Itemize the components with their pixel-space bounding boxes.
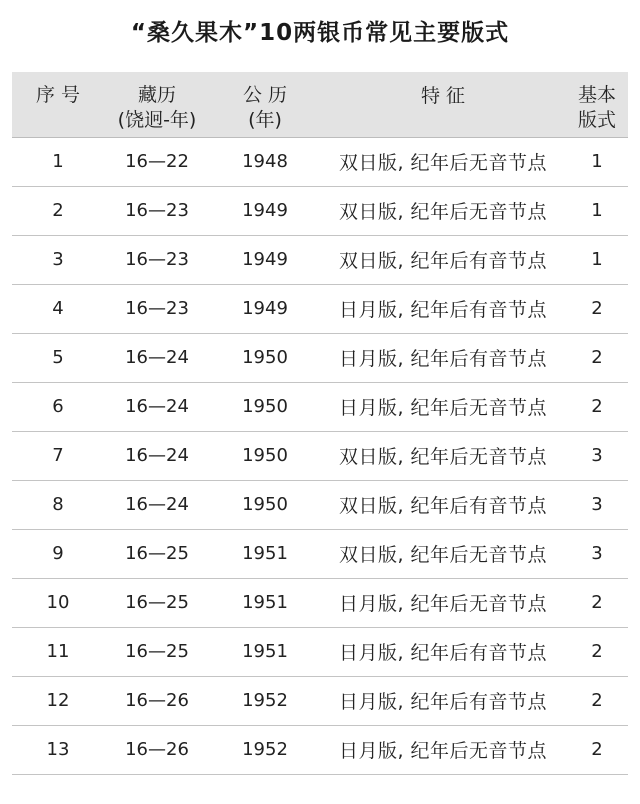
header-gregorian-year bbox=[210, 72, 320, 137]
cell-gregorian-year: 1950 bbox=[210, 480, 320, 529]
cell-basic-type: 1 bbox=[566, 186, 628, 235]
header-feature-line1: 特 征 bbox=[420, 85, 466, 107]
cell-gregorian-year: 1949 bbox=[210, 235, 320, 284]
header-tibetan-calendar-line1: 藏历 bbox=[137, 84, 176, 106]
cell-feature: 日月版, 纪年后有音节点 bbox=[320, 333, 566, 382]
cell-tibetan-year: 16—24 bbox=[104, 431, 210, 480]
cell-tibetan-year: 16—24 bbox=[104, 382, 210, 431]
cell-tibetan-year: 16—23 bbox=[104, 235, 210, 284]
cell-tibetan-year: 16—24 bbox=[104, 480, 210, 529]
cell-tibetan-year: 16—25 bbox=[104, 578, 210, 627]
cell-feature: 日月版, 纪年后无音节点 bbox=[320, 725, 566, 774]
cell-seq: 11 bbox=[12, 627, 104, 676]
cell-tibetan-year: 16—23 bbox=[104, 284, 210, 333]
cell-seq: 1 bbox=[12, 137, 104, 186]
table-row bbox=[12, 529, 628, 578]
header-basic-type-line1: 基本 bbox=[577, 84, 616, 106]
cell-seq: 10 bbox=[12, 578, 104, 627]
table-body bbox=[12, 137, 628, 774]
header-row bbox=[12, 72, 628, 137]
table-title: “桑久果木”10两银币常见主要版式 bbox=[130, 20, 510, 46]
header-tibetan-calendar bbox=[104, 72, 210, 137]
header-seq bbox=[12, 72, 104, 137]
header-seq-line1: 序 号 bbox=[35, 84, 81, 106]
cell-feature: 双日版, 纪年后无音节点 bbox=[320, 186, 566, 235]
table-row bbox=[12, 382, 628, 431]
cell-feature: 日月版, 纪年后有音节点 bbox=[320, 627, 566, 676]
table-row bbox=[12, 431, 628, 480]
cell-basic-type: 2 bbox=[566, 578, 628, 627]
cell-gregorian-year: 1952 bbox=[210, 676, 320, 725]
header-tibetan-calendar-line2: (饶迥-年) bbox=[117, 109, 197, 131]
table-row bbox=[12, 627, 628, 676]
cell-feature: 日月版, 纪年后无音节点 bbox=[320, 578, 566, 627]
cell-gregorian-year: 1951 bbox=[210, 529, 320, 578]
header-feature bbox=[320, 72, 566, 137]
cell-basic-type: 2 bbox=[566, 284, 628, 333]
table-row bbox=[12, 480, 628, 529]
cell-gregorian-year: 1950 bbox=[210, 431, 320, 480]
cell-feature: 日月版, 纪年后无音节点 bbox=[320, 382, 566, 431]
table-row bbox=[12, 578, 628, 627]
coin-variety-table bbox=[12, 72, 628, 775]
header-gregorian-year-line2: (年) bbox=[248, 109, 282, 131]
cell-seq: 4 bbox=[12, 284, 104, 333]
cell-seq: 3 bbox=[12, 235, 104, 284]
cell-seq: 9 bbox=[12, 529, 104, 578]
table-row bbox=[12, 725, 628, 774]
header-gregorian-year-line1: 公 历 bbox=[242, 84, 288, 106]
cell-feature: 日月版, 纪年后有音节点 bbox=[320, 284, 566, 333]
cell-basic-type: 2 bbox=[566, 725, 628, 774]
cell-basic-type: 2 bbox=[566, 676, 628, 725]
header-basic-type bbox=[566, 72, 628, 137]
table-row bbox=[12, 284, 628, 333]
cell-gregorian-year: 1949 bbox=[210, 186, 320, 235]
cell-tibetan-year: 16—22 bbox=[104, 137, 210, 186]
table-row bbox=[12, 235, 628, 284]
table-row bbox=[12, 333, 628, 382]
table-row bbox=[12, 186, 628, 235]
cell-gregorian-year: 1949 bbox=[210, 284, 320, 333]
cell-tibetan-year: 16—25 bbox=[104, 627, 210, 676]
cell-basic-type: 3 bbox=[566, 480, 628, 529]
cell-feature: 双日版, 纪年后有音节点 bbox=[320, 235, 566, 284]
cell-basic-type: 1 bbox=[566, 235, 628, 284]
cell-tibetan-year: 16—24 bbox=[104, 333, 210, 382]
cell-seq: 6 bbox=[12, 382, 104, 431]
cell-gregorian-year: 1951 bbox=[210, 578, 320, 627]
cell-gregorian-year: 1950 bbox=[210, 333, 320, 382]
cell-seq: 2 bbox=[12, 186, 104, 235]
cell-tibetan-year: 16—23 bbox=[104, 186, 210, 235]
cell-basic-type: 3 bbox=[566, 431, 628, 480]
cell-feature: 双日版, 纪年后无音节点 bbox=[320, 431, 566, 480]
cell-seq: 12 bbox=[12, 676, 104, 725]
cell-seq: 13 bbox=[12, 725, 104, 774]
cell-tibetan-year: 16—25 bbox=[104, 529, 210, 578]
cell-gregorian-year: 1952 bbox=[210, 725, 320, 774]
cell-basic-type: 3 bbox=[566, 529, 628, 578]
cell-basic-type: 2 bbox=[566, 627, 628, 676]
cell-basic-type: 2 bbox=[566, 382, 628, 431]
table-row bbox=[12, 676, 628, 725]
cell-feature: 双日版, 纪年后无音节点 bbox=[320, 137, 566, 186]
cell-feature: 双日版, 纪年后有音节点 bbox=[320, 480, 566, 529]
table-row bbox=[12, 137, 628, 186]
cell-seq: 7 bbox=[12, 431, 104, 480]
cell-gregorian-year: 1948 bbox=[210, 137, 320, 186]
cell-seq: 8 bbox=[12, 480, 104, 529]
cell-seq: 5 bbox=[12, 333, 104, 382]
cell-tibetan-year: 16—26 bbox=[104, 676, 210, 725]
cell-gregorian-year: 1951 bbox=[210, 627, 320, 676]
cell-basic-type: 1 bbox=[566, 137, 628, 186]
cell-feature: 双日版, 纪年后无音节点 bbox=[320, 529, 566, 578]
header-basic-type-line2: 版式 bbox=[577, 109, 616, 131]
cell-gregorian-year: 1950 bbox=[210, 382, 320, 431]
cell-tibetan-year: 16—26 bbox=[104, 725, 210, 774]
cell-feature: 日月版, 纪年后有音节点 bbox=[320, 676, 566, 725]
table-header bbox=[12, 72, 628, 137]
cell-basic-type: 2 bbox=[566, 333, 628, 382]
